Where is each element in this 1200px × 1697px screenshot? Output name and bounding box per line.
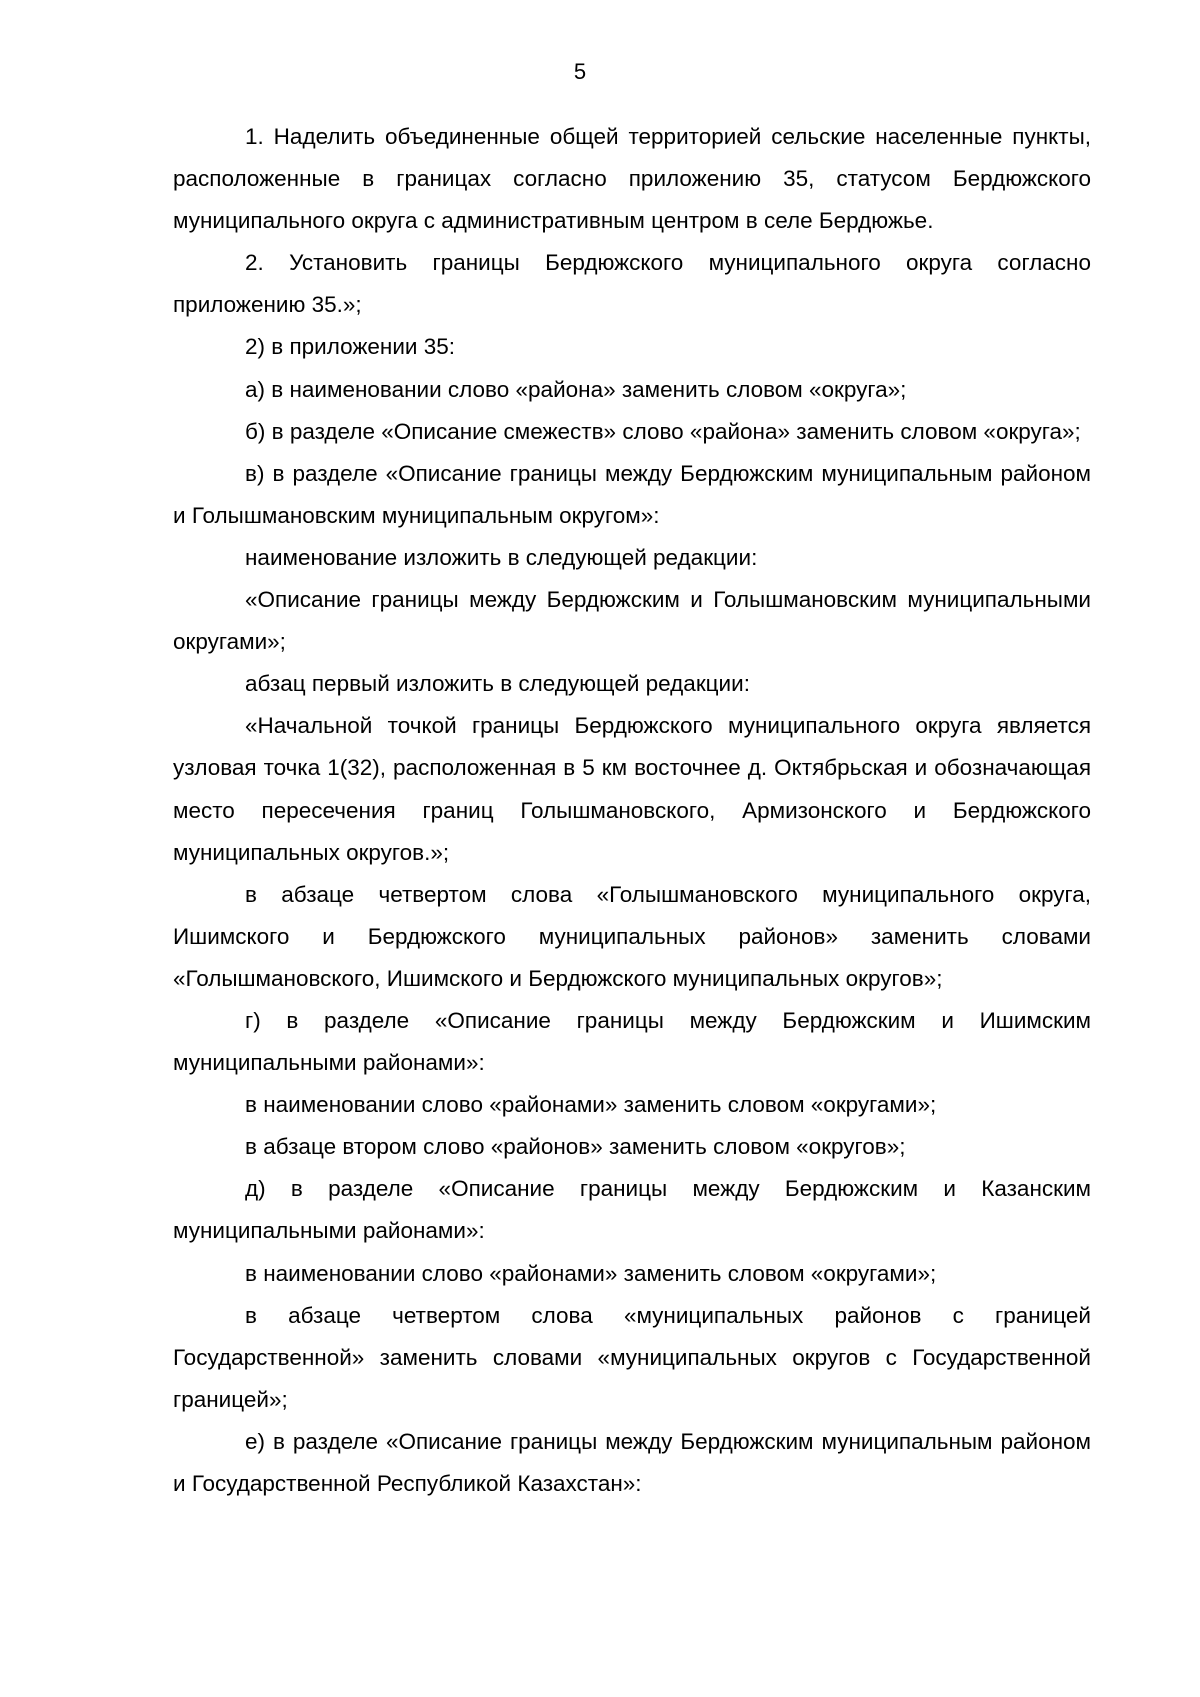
paragraph-3: 2) в приложении 35: — [245, 334, 456, 360]
paragraph-18: е) в разделе «Описание границы между Бердюжским муниципальным районом и Государственной Республикой Казахстан»: — [173, 1428, 1091, 1496]
paragraph-17: в абзаце четвертом слова «муниципальных районов с границей Государственной» заменить словами «муниципальных округов с Государственной границей»; — [173, 1302, 1091, 1412]
paragraph-7: наименование изложить в следующей редакции: — [245, 544, 758, 570]
paragraph-9: абзац первый изложить в следующей редакции: — [245, 671, 750, 697]
paragraph-12: г) в разделе «Описание границы между Бердюжским и Ишимским муниципальными районами»: — [173, 1007, 1091, 1076]
paragraph-14: в абзаце втором слово «районов» заменить словом «округов»; — [245, 1134, 906, 1160]
document-body — [173, 116, 1091, 1505]
paragraph-4: а) в наименовании слово «района» заменить словом «округа»; — [245, 376, 907, 402]
paragraph-13: в наименовании слово «районами» заменить словом «округами»; — [245, 1092, 937, 1118]
paragraph-6: в) в разделе «Описание границы между Бердюжским муниципальным районом и Голышмановским муниципальным округом»: — [173, 460, 1091, 528]
paragraph-2: 2. Установить границы Бердюжского муниципального округа согласно приложению 35.»; — [173, 250, 1091, 318]
paragraph-1: 1. Наделить объединенные общей территорией сельские населенные пункты, расположенные в границах согласно приложению 35, статусом Бердюжского муниципального округа с административным центром в селе Бердюжье. — [173, 124, 1091, 234]
paragraph-10: «Начальной точкой границы Бердюжского муниципального округа является узловая точка 1(32), расположенная в 5 км восточнее д. Октябрьская и обозначающая место пересечения границ Голышмановского, Армизонского и Бердюжского муниципальных округов.»; — [173, 713, 1091, 865]
paragraph-11: в абзаце четвертом слова «Голышмановского муниципального округа, Ишимского и Бердюжского муниципальных районов» заменить словами «Голышмановского, Ишимского и Бердюжского муниципальных округов»; — [173, 881, 1091, 991]
paragraph-15: д) в разделе «Описание границы между Бердюжским и Казанским муниципальными районами»: — [173, 1176, 1091, 1244]
paragraph-8: «Описание границы между Бердюжским и Голышмановским муниципальными округами»; — [173, 587, 1091, 655]
page-number: 5 — [573, 59, 587, 84]
paragraph-16: в наименовании слово «районами» заменить словом «округами»; — [245, 1260, 937, 1286]
paragraph-5: б) в разделе «Описание смежеств» слово «района» заменить словом «округа»; — [245, 418, 1081, 444]
